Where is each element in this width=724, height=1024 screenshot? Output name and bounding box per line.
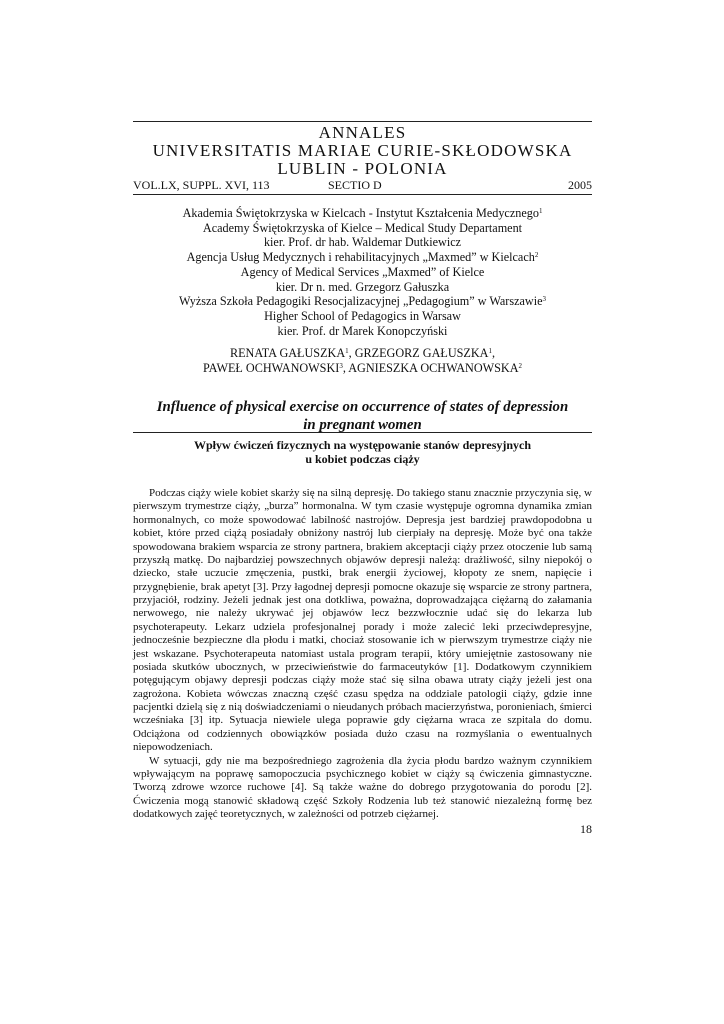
polish-title: Wpływ ćwiczeń fizycznych na występowanie stanów depresyjnych u kobiet podczas ciąży (193, 438, 532, 466)
author-list (133, 346, 592, 376)
affiliation-line: kier. Dr n. med. Grzegorz Gałuszka (275, 279, 450, 294)
author-line-2: PAWEŁ OCHWANOWSKI$^3$, AGNIESZKA OCHWANOWSKA$^2$ (202, 361, 523, 375)
article-body (133, 487, 592, 821)
journal-name-line3: LUBLIN - POLONIA (277, 159, 448, 178)
journal-name-line1: ANNALES (318, 123, 407, 142)
title-rule (133, 432, 592, 433)
affiliation-line: kier. Prof. dr Marek Konopczyński (277, 323, 448, 338)
english-title: Influence of physical exercise on occurrence of states of depression in pregnant women (156, 399, 569, 433)
year: 2005 (568, 178, 592, 192)
paragraph-2: W sytuacji, gdy nie ma bezpośredniego zagrożenia dla życia płodu bardzo ważnym czynnikiem wpływającym na poprawę samopoczucia psychicznego kobiet w ciąży są ćwiczenia gimnastyczne. Tworzą zdrowe wzorce ruchowe [4]. Są także ważne do dobrego przygotowania do porodu [2]. Ćwiczenia mogą stanowić składową część Szkoły Rodzenia lub też stanowić niezależną formę bez dodatkowych zajęć teoretycznych, w zależności od potrzeb ciężarnej. (133, 754, 592, 820)
affiliation-line: Agencja Usług Medycznych i rehabilitacyjnych „Maxmed” w Kielcach$^2$ (186, 250, 539, 265)
volume-info: VOL.LX, SUPPL. XVI, 113 (133, 178, 270, 192)
document-page (133, 0, 592, 1024)
affiliations (133, 206, 592, 338)
page-number: 18 (580, 822, 592, 836)
author-line-1: RENATA GAŁUSZKA$^1$, GRZEGORZ GAŁUSZKA$^1$, (229, 346, 495, 360)
affiliation-line: kier. Prof. dr hab. Waldemar Dutkiewicz (263, 235, 462, 250)
affiliation-line: Agency of Medical Services „Maxmed” of Kielce (240, 264, 485, 279)
affiliation-line: Wyższa Szkoła Pedagogiki Resocjalizacyjnej „Pedagogium” w Warszawie$^3$ (178, 294, 547, 309)
affiliation-line: Higher School of Pedagogics in Warsaw (264, 308, 461, 323)
section-info: SECTIO D (328, 178, 382, 192)
paragraph-1: Podczas ciąży wiele kobiet skarży się na silną depresję. Do takiego stanu znacznie przyczynia się, w pierwszym trymestrze ciąży, „burza” hormonalna. W tym czasie występuje ogromna dynamika zmian hormonalnych, co może spowodować labilność nastrojów. Depresja jest bardziej prawdopodobna u kobiet, które przed ciążą posiadały obniżony nastrój lub cierpiały na depresję. Może być ona także spowodowana brakiem wsparcia ze strony partnera, brakiem akceptacji ciąży przez otoczenie lub samą przyszłą matkę. Do najbardziej powszechnych objawów depresji należą: drażliwość, silny niepokój o dziecko, stałe uczucie zmęczenia, pustki, brak energii życiowej, kłopoty ze snem, napięcie i przygnębienie, brak apetyt [3]. Przy łagodnej depresji pomocne okazuje się wsparcie ze strony partnera, przyjaciół, rodziny. Jeżeli jednak jest ona dotkliwa, poważna, doprowadzająca ciężarną do załamania nerwowego, nie należy ukrywać jej objawów lecz bezzwłocznie udać się do lekarza lub psychoterapeuty. Lekarz udziela profesjonalnej porady i może zalecić leki przeciwdepresyjne, jednocześnie bezpieczne dla płodu i matki, chociaż stosowanie ich w pierwszym trymestrze ciąży nie jest wskazane. Psychoterapeuta natomiast ustala program terapii, który umiejętnie zastosowany nie posiada skutków ubocznych, w przeciwieństwie do farmaceutyków [1]. Dodatkowym czynnikiem potęgującym objawy depresji podczas ciąży może stać się silna obawa utraty ciąży jeżeli jest ona zagrożona. Kobieta wówczas znaczną część czasu spędza na oddziale patologii ciąży, gdzie inne pacjentki dzielą się z nią doświadczeniami o nieudanych próbach macierzyństwa, poronieniach, śmierci wcześniaka [3] itp. Sytuacja niewiele ulega poprawie gdy ciężarna wraca ze szpitala do domu. Odciążona od codziennych obowiązków posiada dużo czasu na rozmyślania o ewentualnych niepowodzeniach. (133, 487, 592, 754)
header-rule (133, 194, 592, 195)
affiliation-line: Akademia Świętokrzyska w Kielcach - Instytut Kształcenia Medycznego$^1$ (182, 206, 543, 220)
journal-name-line2: UNIVERSITATIS MARIAE CURIE-SKŁODOWSKA (152, 141, 573, 160)
top-rule (133, 121, 592, 122)
affiliation-line: Academy Świętokrzyska of Kielce – Medical Study Departament (202, 220, 523, 235)
